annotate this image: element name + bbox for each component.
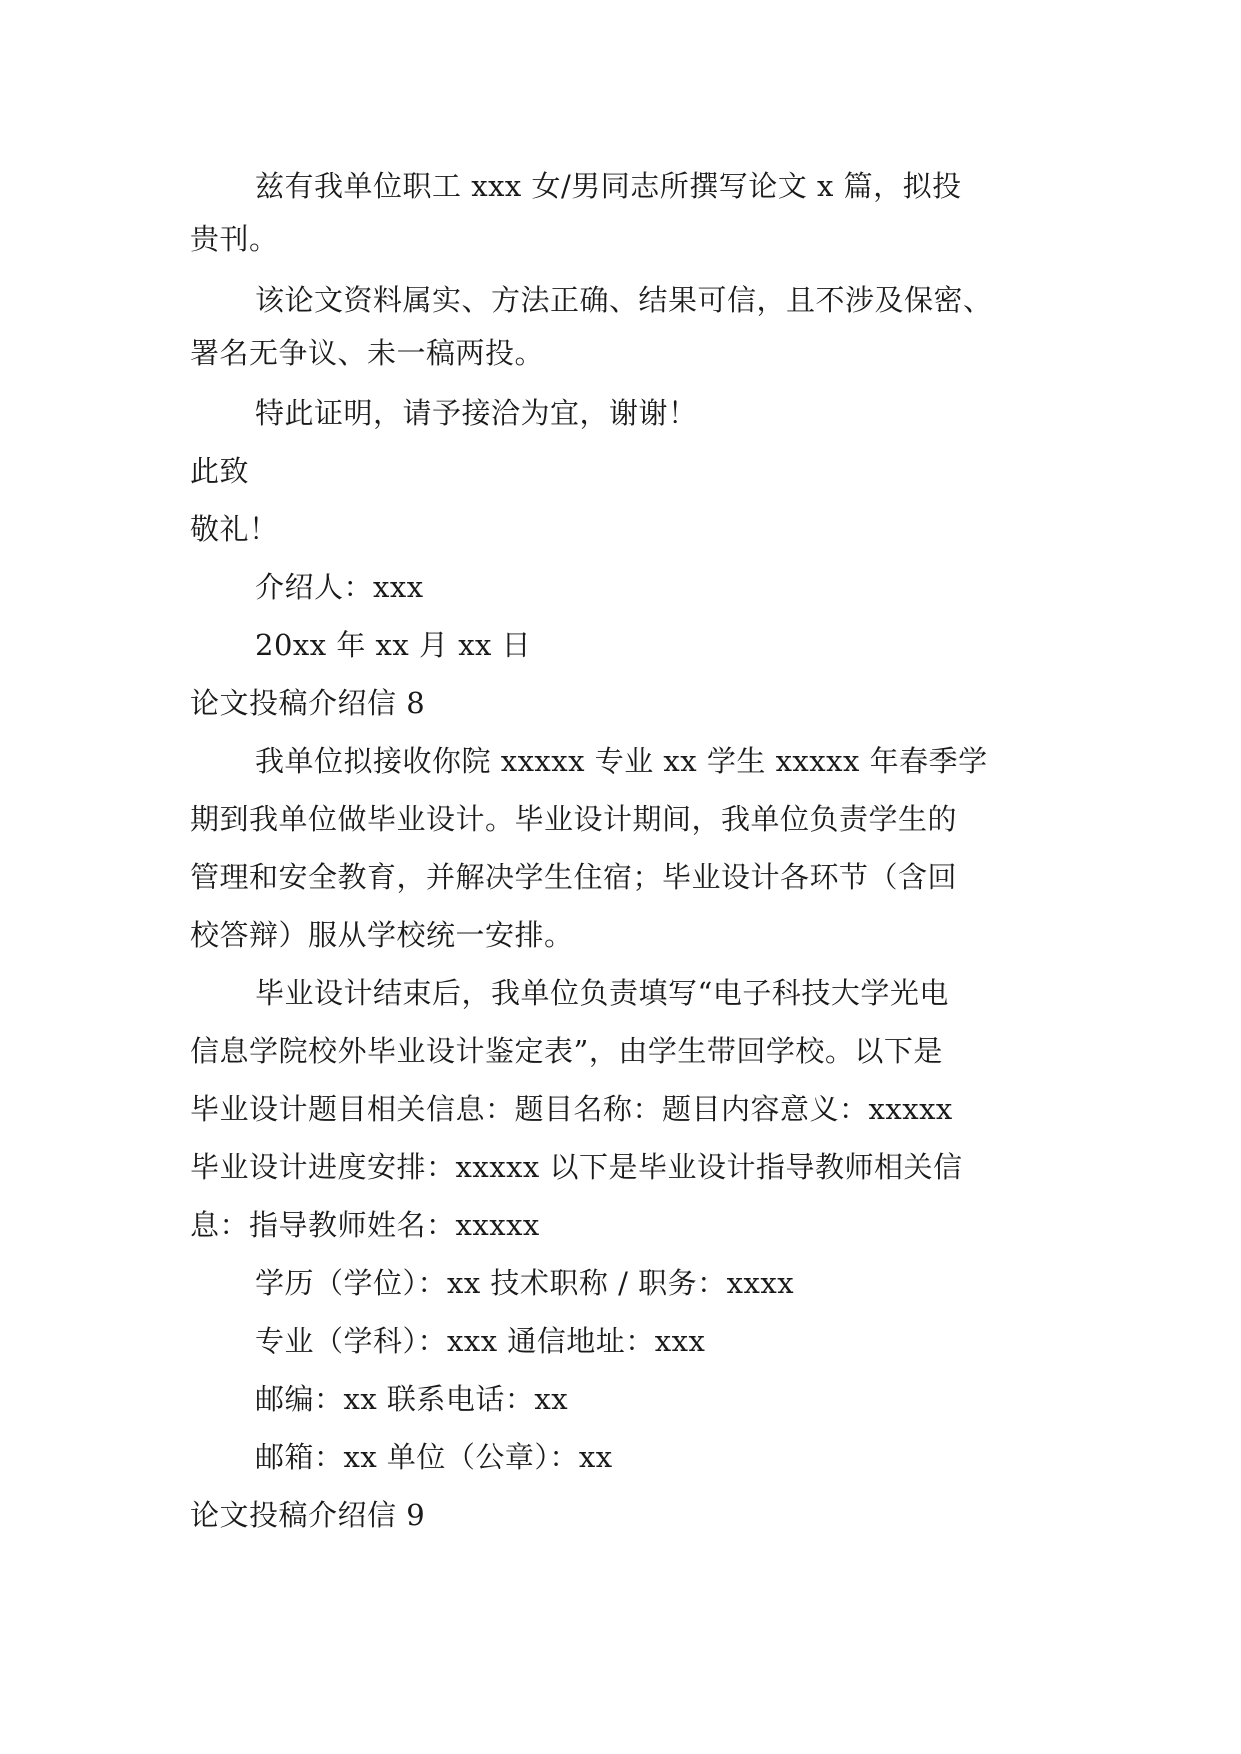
- paragraph-line: 校答辩）服从学校统一安排。: [190, 918, 574, 952]
- info-line: 邮编：xx 联系电话：xx: [255, 1382, 569, 1416]
- paragraph-line: 毕业设计结束后，我单位负责填写“电子科技大学光电: [255, 976, 949, 1010]
- salutation-line: 敬礼！: [190, 512, 279, 546]
- section-heading: 论文投稿介绍信 8: [190, 686, 426, 720]
- paragraph-line: 贵刊。: [190, 222, 279, 256]
- info-line: 学历（学位）：xx 技术职称 / 职务：xxxx: [255, 1266, 795, 1300]
- signature-line: 介绍人：xxx: [255, 570, 424, 604]
- date-line: 20xx 年 xx 月 xx 日: [255, 628, 532, 662]
- paragraph-line: 兹有我单位职工 xxx 女/男同志所撰写论文 x 篇，拟投: [255, 169, 962, 203]
- info-line: 专业（学科）：xxx 通信地址：xxx: [255, 1324, 706, 1358]
- paragraph-line: 毕业设计进度安排：xxxxx 以下是毕业设计指导教师相关信: [190, 1150, 963, 1184]
- paragraph-line: 息：指导教师姓名：xxxxx: [190, 1208, 540, 1242]
- paragraph-line: 管理和安全教育，并解决学生住宿；毕业设计各环节（含回: [190, 860, 958, 894]
- paragraph-line: 我单位拟接收你院 xxxxx 专业 xx 学生 xxxxx 年春季学: [255, 744, 988, 778]
- paragraph-line: 特此证明，请予接洽为宜，谢谢！: [255, 396, 698, 430]
- info-line: 邮箱：xx 单位（公章）：xx: [255, 1440, 613, 1474]
- paragraph-line: 署名无争议、未一稿两投。: [190, 336, 545, 370]
- section-heading: 论文投稿介绍信 9: [190, 1498, 426, 1532]
- paragraph-line: 信息学院校外毕业设计鉴定表”，由学生带回学校。以下是: [190, 1034, 943, 1068]
- paragraph-line: 毕业设计题目相关信息：题目名称：题目内容意义：xxxxx: [190, 1092, 953, 1126]
- salutation-line: 此致: [190, 454, 250, 488]
- paragraph-line: 期到我单位做毕业设计。毕业设计期间，我单位负责学生的: [190, 802, 958, 836]
- paragraph-line: 该论文资料属实、方法正确、结果可信，且不涉及保密、: [255, 283, 993, 317]
